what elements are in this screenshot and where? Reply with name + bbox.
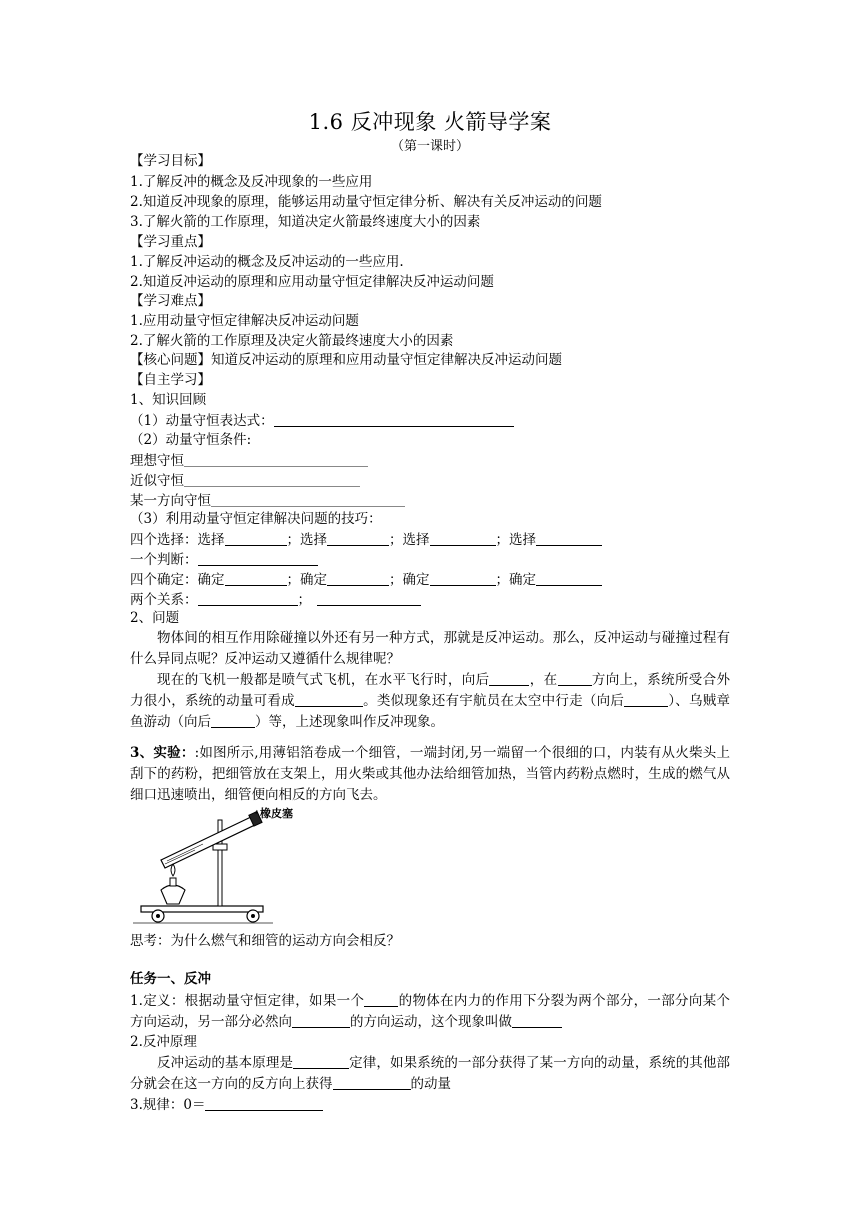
text-run: 的物体在内力的作用下分裂为两个部分，一部分向某个方向运动，另一部分必然向 [130,993,731,1030]
ideal-line [130,451,368,471]
four-confirm-line [130,570,602,590]
blank-field[interactable] [184,471,360,487]
q1-label: （1）动量守恒表达式： [130,413,274,429]
rule-line [130,1095,323,1115]
blank-field[interactable] [198,550,318,566]
goals-heading: 【学习目标】 [130,153,211,169]
problem-paragraph-1: 物体间的相互作用除碰撞以外还有另一种方式，那就是反冲运动。那么，反冲运动与碰撞过程有什么异同点呢？反冲运动又遵循什么规律呢？ [130,630,730,667]
separator: ； [286,572,300,588]
q1-line [130,411,514,431]
blank-field[interactable] [536,570,602,586]
text-run: 现在的飞机一般都是喷气式飞机，在水平飞行时，向后 [157,672,490,688]
text-run: ）等，上述现象叫作反冲现象。 [255,714,444,730]
text-run: 反冲运动的基本原理是 [157,1055,294,1071]
goal-item: 1.了解反冲的概念及反冲现象的一些应用 [130,174,373,190]
two-rel-label: 两个关系： [130,592,198,608]
difficulties-heading: 【学习难点】 [130,293,211,309]
lamp-wick [170,878,176,886]
blank-field[interactable] [211,491,405,507]
approx-line [130,471,360,491]
tube [161,816,257,868]
separator: ； [389,572,403,588]
two-rel-line [130,590,421,610]
wheel-hub [156,914,160,918]
blank-field[interactable] [292,1012,350,1028]
blank-field[interactable] [225,570,287,586]
key-point-item: 1.了解反冲运动的概念及反冲运动的一些应用. [130,254,404,270]
page-title: 1.6 反冲现象 火箭导学案 [308,110,552,134]
four-choose-line [130,530,602,550]
separator: ； [495,532,509,548]
experiment-paragraph [130,743,730,806]
text-run: 方向上，系统所受合外力很小，系统的动量可看成 [130,672,731,709]
core-heading: 【核心问题】 [130,352,211,368]
blank-field[interactable] [512,1012,562,1028]
q2-label: （2）动量守恒条件: [130,432,252,448]
confirm-label: 确定 [402,572,430,588]
task1-definition [130,991,730,1033]
goal-item: 2.知道反冲现象的原理，能够运用动量守恒定律分析、解决有关反冲运动的问题 [130,194,602,210]
blank-field[interactable] [624,691,668,707]
task1-heading: 任务一、反冲 [130,971,211,987]
experiment-text: :如图所示,用薄铝箔卷成一个细管，一端封闭,另一端留一个很细的口，内装有从火柴头上刮下的药粉，把细管放在支架上，用火柴或其他办法给细管加热，当管内药粉点燃时，生成的燃气从细口迅速喷出，细管便向相反的方向飞去。 [130,745,730,803]
blank-field[interactable] [211,712,255,728]
text-run: 的方向运动，这个现象叫做 [350,1014,512,1030]
blank-field[interactable] [205,1095,323,1111]
separator: ； [495,572,509,588]
four-choose-label: 四个选择： [130,532,198,548]
blank-field[interactable] [327,530,389,546]
blank-field[interactable] [317,590,421,606]
choose-label: 选择 [197,532,225,548]
one-judge-line [130,550,318,570]
confirm-label: 确定 [509,572,536,588]
blank-field[interactable] [489,670,529,686]
separator: ； [389,532,403,548]
text-run: 。类似现象还有宇航员在太空中行走（向后 [362,693,625,709]
key-point-item: 2.知道反冲运动的原理和应用动量守恒定律解决反冲运动问题 [130,274,494,290]
blank-field[interactable] [430,530,496,546]
blank-field[interactable] [430,570,496,586]
difficulty-item: 2.了解火箭的工作原理及决定火箭最终速度大小的因素 [130,333,454,349]
difficulty-item: 1.应用动量守恒定律解决反冲运动问题 [130,313,359,329]
direction-line [130,491,405,511]
confirm-label: 确定 [197,572,225,588]
key-points-heading: 【学习重点】 [130,234,211,250]
wheel-hub [251,914,255,918]
approx-label: 近似守恒 [130,473,184,489]
blank-field[interactable] [225,530,287,546]
four-confirm-label: 四个确定： [130,572,198,588]
choose-label: 选择 [402,532,430,548]
one-judge-label: 一个判断： [130,552,198,568]
alcohol-lamp-icon [161,885,185,904]
blank-field[interactable] [295,691,363,707]
text-run: 1.定义：根据动量守恒定律，如果一个 [130,993,365,1009]
blank-field[interactable] [364,991,398,1007]
separator: ； [286,532,300,548]
page-subtitle: （第一课时） [390,139,469,154]
choose-label: 选择 [300,532,327,548]
direction-label: 某一方向守恒 [130,493,211,509]
confirm-label: 确定 [300,572,327,588]
core-text: 知道反冲运动的原理和应用动量守恒定律解决反冲运动问题 [211,352,562,368]
q3-label: （3）利用动量守恒定律解决问题的技巧： [130,511,382,527]
experiment-heading: 3、实验： [130,745,195,761]
problem-heading: 2、问题 [130,610,180,626]
ideal-label: 理想守恒 [130,453,184,469]
blank-field[interactable] [184,451,368,467]
blank-field[interactable] [198,590,298,606]
blank-field[interactable] [274,411,514,427]
problem-paragraph-2 [130,670,730,733]
rule-label: 3.规律：0＝ [130,1097,206,1113]
review-heading: 1、知识回顾 [130,392,207,408]
self-study-heading: 【自主学习】 [130,372,211,388]
separator: ； [297,592,311,608]
blank-field[interactable] [333,1074,411,1090]
blank-field[interactable] [558,670,592,686]
principle-heading: 2.反冲原理 [130,1034,197,1050]
figure-label: 橡皮塞 [260,807,293,820]
blank-field[interactable] [536,530,602,546]
blank-field[interactable] [293,1053,349,1069]
choose-label: 选择 [509,532,536,548]
think-question: 思考：为什么燃气和细管的运动方向会相反？ [130,933,400,949]
principle-paragraph [130,1053,730,1095]
text-run: 定律，如果系统的一部分获得了某一方向的动量，系统的其他部分就会在这一方向的反方向上获得 [130,1055,731,1092]
core-question [130,351,562,370]
experiment-figure [133,802,293,928]
text-run: ）、乌贼章鱼游动（向后 [130,693,731,730]
flame-icon [171,864,175,876]
goal-item: 3.了解火箭的工作原理，知道决定火箭最终速度大小的因素 [130,214,481,230]
stand-clamp [213,844,227,850]
text-run: 的动量 [410,1076,451,1092]
apparatus-illustration [133,802,273,928]
blank-field[interactable] [327,570,389,586]
text-run: ，在 [529,672,558,688]
